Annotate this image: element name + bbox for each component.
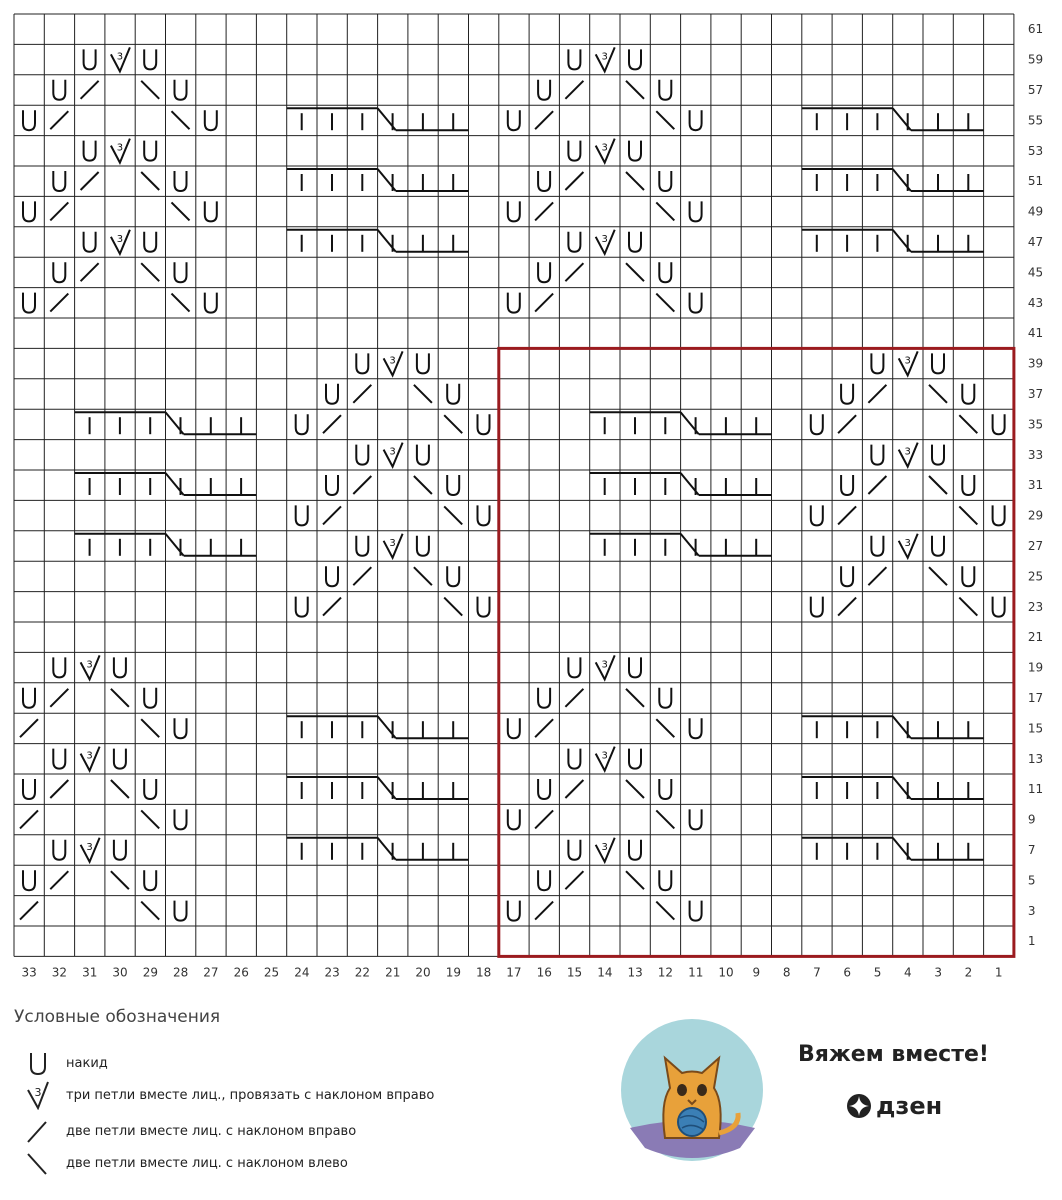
k3tog-mark: 3	[86, 841, 93, 853]
yarn-over-symbol	[993, 414, 1005, 434]
k2tog-left-symbol	[626, 780, 644, 798]
yarn-over-symbol	[84, 232, 96, 252]
k2tog-right-symbol	[868, 476, 886, 494]
column-number-label: 28	[173, 965, 189, 980]
k2tog-left-symbol	[626, 172, 644, 190]
k2tog-right-symbol	[81, 81, 99, 99]
yarn-over-symbol	[871, 536, 883, 556]
yarn-over-symbol	[629, 49, 641, 69]
row-number-label: 9	[1027, 812, 1036, 827]
yarn-over-symbol	[538, 779, 550, 799]
row-number-label: 23	[1027, 599, 1044, 614]
yarn-over-symbol	[175, 171, 187, 191]
svg-text:3: 3	[34, 1086, 42, 1099]
row-number-label: 7	[1027, 843, 1036, 857]
yarn-over-symbol	[659, 80, 671, 100]
row-number-label: 29	[1027, 508, 1044, 523]
row-number-label: 1	[1027, 934, 1036, 949]
k2tog-right-symbol	[565, 689, 583, 707]
yarn-over-symbol	[417, 536, 429, 556]
column-number-label: 18	[476, 965, 492, 980]
yarn-over-symbol	[356, 445, 368, 465]
yarn-over-symbol	[23, 870, 35, 890]
column-number-label: 30	[112, 965, 128, 980]
row-number-label: 15	[1027, 721, 1044, 736]
k2tog-left-symbol	[656, 810, 674, 828]
legend-item-k2tog-right	[14, 1116, 356, 1146]
yarn-over-symbol	[144, 870, 156, 890]
yarn-over-symbol	[568, 840, 580, 860]
yarn-over-symbol	[629, 840, 641, 860]
yarn-over-symbol	[114, 840, 126, 860]
k2tog-left-symbol	[414, 567, 432, 585]
yarn-over-symbol	[205, 293, 217, 313]
yarn-over-symbol	[326, 475, 338, 495]
yarn-over-symbol	[962, 475, 974, 495]
column-number-label: 3	[934, 965, 942, 980]
k2tog-left-symbol	[626, 81, 644, 99]
yarn-over-symbol	[23, 293, 35, 313]
k2tog-left-symbol	[111, 689, 129, 707]
yarn-over-symbol	[538, 688, 550, 708]
k2tog-left-symbol	[626, 689, 644, 707]
column-number-label: 33	[21, 965, 37, 980]
column-number-label: 16	[536, 965, 552, 980]
column-number-label: 29	[142, 965, 158, 980]
row-number-label: 31	[1027, 478, 1044, 493]
k2tog-right-symbol	[565, 172, 583, 190]
column-number-label: 17	[506, 965, 522, 980]
k3tog-mark: 3	[601, 841, 608, 853]
column-number-label: 22	[354, 965, 371, 980]
k2tog-right-symbol	[50, 202, 68, 220]
yarn-over-symbol	[568, 749, 580, 769]
k2tog-left-symbol	[626, 871, 644, 889]
yarn-over-symbol	[114, 657, 126, 677]
k2tog-left-symbol	[656, 719, 674, 737]
yarn-over-symbol	[175, 809, 187, 829]
yarn-over-symbol	[478, 597, 490, 617]
chart-symbols	[20, 47, 1005, 920]
yarn-over-symbol	[690, 901, 702, 921]
yarn-over-icon	[14, 1048, 54, 1078]
k2tog-right-symbol	[353, 385, 371, 403]
yarn-over-symbol	[175, 901, 187, 921]
k2tog-left-symbol	[959, 598, 977, 616]
k2tog-left-symbol	[111, 871, 129, 889]
column-number-label: 32	[51, 965, 68, 980]
k3tog-mark: 3	[904, 355, 911, 367]
k3tog-mark: 3	[904, 537, 911, 549]
k2tog-left-symbol	[141, 810, 159, 828]
yarn-over-symbol	[144, 688, 156, 708]
k2tog-right-symbol	[353, 476, 371, 494]
yarn-over-symbol	[144, 232, 156, 252]
k2tog-left-symbol	[141, 902, 159, 920]
column-number-label: 10	[718, 965, 734, 980]
k2tog-left-symbol	[414, 385, 432, 403]
row-number-label: 3	[1027, 903, 1036, 918]
yarn-over-symbol	[144, 141, 156, 161]
k2tog-right-symbol	[535, 902, 553, 920]
yarn-over-symbol	[690, 293, 702, 313]
yarn-over-symbol	[629, 232, 641, 252]
column-number-label: 24	[294, 965, 310, 980]
yarn-over-symbol	[23, 779, 35, 799]
column-number-label: 4	[904, 965, 912, 980]
legend-item-yarn-over	[14, 1048, 108, 1078]
k2tog-right-symbol	[20, 902, 38, 920]
yarn-over-symbol	[993, 597, 1005, 617]
legend-item-k3tog	[14, 1080, 434, 1110]
yarn-over-symbol	[811, 414, 823, 434]
k3tog-mark: 3	[601, 659, 608, 671]
k3tog-mark: 3	[116, 142, 124, 154]
k3tog-mark: 3	[601, 142, 608, 154]
yarn-over-symbol	[993, 505, 1005, 525]
k2tog-left-symbol	[141, 81, 159, 99]
column-number-label: 12	[657, 965, 674, 980]
yarn-over-symbol	[175, 262, 187, 282]
row-number-label: 41	[1027, 326, 1044, 341]
row-number-label: 51	[1027, 174, 1044, 189]
column-number-label: 21	[385, 965, 401, 980]
column-number-label: 5	[873, 965, 882, 980]
k2tog-right-symbol	[535, 294, 553, 312]
yarn-over-symbol	[568, 49, 580, 69]
k3tog-mark: 3	[86, 659, 93, 671]
yarn-over-symbol	[53, 749, 65, 769]
column-number-label: 1	[994, 965, 1003, 980]
k2tog-right-symbol	[868, 385, 886, 403]
k2tog-right-symbol	[565, 263, 583, 281]
k2tog-left-symbol	[172, 111, 190, 129]
k2tog-right-symbol	[353, 567, 371, 585]
yarn-over-symbol	[841, 566, 853, 586]
row-number-label: 57	[1027, 83, 1044, 97]
k2tog-left-icon	[14, 1148, 54, 1178]
yarn-over-symbol	[53, 171, 65, 191]
k3tog-mark: 3	[86, 750, 93, 762]
row-number-label: 37	[1027, 387, 1044, 401]
yarn-over-symbol	[53, 840, 65, 860]
yarn-over-symbol	[841, 384, 853, 404]
yarn-over-symbol	[690, 718, 702, 738]
yarn-over-symbol	[659, 262, 671, 282]
chart-grid	[14, 14, 1014, 956]
k2tog-right-symbol	[868, 567, 886, 585]
yarn-over-symbol	[53, 657, 65, 677]
k2tog-right-symbol	[50, 111, 68, 129]
legend-label-k3tog: три петли вместе лиц., провязать с наклоном вправо	[66, 1087, 435, 1103]
legend-title: Условные обозначения	[14, 1007, 221, 1027]
k2tog-right-symbol	[838, 415, 856, 433]
yarn-over-symbol	[871, 353, 883, 373]
column-number-label: 23	[324, 965, 340, 980]
row-number-label: 59	[1027, 52, 1044, 67]
column-number-label: 19	[445, 965, 461, 980]
k2tog-right-symbol	[323, 598, 341, 616]
k2tog-left-symbol	[444, 415, 462, 433]
yarn-over-symbol	[296, 597, 308, 617]
row-number-label: 35	[1027, 417, 1044, 432]
k3tog-mark: 3	[904, 446, 911, 458]
row-number-label: 25	[1027, 569, 1044, 584]
yarn-over-symbol	[175, 80, 187, 100]
column-number-label: 25	[263, 965, 280, 980]
k2tog-left-symbol	[959, 415, 977, 433]
yarn-over-symbol	[508, 901, 520, 921]
column-number-label: 13	[627, 965, 643, 980]
yarn-over-symbol	[629, 657, 641, 677]
yarn-over-symbol	[538, 80, 550, 100]
row-number-label: 21	[1027, 630, 1044, 645]
k2tog-right-symbol	[535, 202, 553, 220]
yarn-over-symbol	[629, 141, 641, 161]
yarn-over-symbol	[508, 809, 520, 829]
k2tog-left-symbol	[172, 294, 190, 312]
yarn-over-symbol	[932, 353, 944, 373]
k2tog-right-symbol	[565, 81, 583, 99]
brand-title: Вяжем вместе!	[798, 1042, 989, 1067]
k2tog-left-symbol	[141, 719, 159, 737]
column-number-label: 8	[782, 965, 791, 980]
yarn-over-symbol	[84, 141, 96, 161]
yarn-over-symbol	[447, 384, 459, 404]
yarn-over-symbol	[447, 566, 459, 586]
column-number-label: 15	[566, 965, 583, 980]
k2tog-left-symbol	[444, 598, 462, 616]
yarn-over-symbol	[659, 870, 671, 890]
row-number-label: 5	[1027, 873, 1036, 888]
yarn-over-symbol	[84, 49, 96, 69]
row-number-label: 61	[1027, 22, 1044, 37]
yarn-over-symbol	[447, 475, 459, 495]
yarn-over-symbol	[144, 49, 156, 69]
yarn-over-symbol	[205, 110, 217, 130]
legend-item-k2tog-left	[14, 1148, 348, 1178]
yarn-over-symbol	[568, 657, 580, 677]
row-number-label: 27	[1027, 539, 1044, 553]
yarn-over-symbol	[659, 779, 671, 799]
legend-label-k2tog-right: две петли вместе лиц. с наклоном вправо	[66, 1123, 357, 1139]
k2tog-left-symbol	[929, 476, 947, 494]
yarn-over-symbol	[144, 779, 156, 799]
k2tog-right-symbol	[323, 415, 341, 433]
k2tog-right-symbol	[535, 719, 553, 737]
k3tog-mark: 3	[389, 537, 396, 549]
row-number-label: 33	[1027, 447, 1044, 462]
k2tog-right-symbol	[50, 780, 68, 798]
yarn-over-symbol	[205, 201, 217, 221]
k3tog-mark: 3	[601, 233, 608, 245]
k2tog-right-symbol	[50, 689, 68, 707]
yarn-over-symbol	[478, 414, 490, 434]
row-number-label: 13	[1027, 751, 1044, 766]
k2tog-left-symbol	[626, 263, 644, 281]
k2tog-right-symbol	[20, 719, 38, 737]
yarn-over-symbol	[508, 201, 520, 221]
yarn-over-symbol	[659, 171, 671, 191]
legend-label-yarn-over: накид	[66, 1055, 108, 1071]
yarn-over-symbol	[175, 718, 187, 738]
k2tog-right-symbol	[535, 111, 553, 129]
yarn-over-symbol	[478, 505, 490, 525]
k2tog-left-symbol	[414, 476, 432, 494]
yarn-over-symbol	[296, 414, 308, 434]
k2tog-left-symbol	[141, 172, 159, 190]
yarn-over-symbol	[356, 536, 368, 556]
yarn-over-symbol	[932, 536, 944, 556]
yarn-over-symbol	[871, 445, 883, 465]
row-number-label: 53	[1027, 143, 1044, 158]
yarn-over-symbol	[53, 262, 65, 282]
column-number-label: 6	[843, 965, 852, 980]
k2tog-right-symbol	[838, 506, 856, 524]
row-number-label: 49	[1027, 204, 1044, 219]
k2tog-left-symbol	[929, 385, 947, 403]
k3tog-mark: 3	[389, 355, 396, 367]
k2tog-left-symbol	[656, 202, 674, 220]
yarn-over-symbol	[114, 749, 126, 769]
yarn-over-symbol	[23, 201, 35, 221]
column-number-label: 14	[597, 965, 613, 980]
cat-with-yarn-icon	[620, 1018, 765, 1163]
yarn-over-symbol	[538, 262, 550, 282]
column-number-label: 11	[688, 965, 704, 980]
yarn-over-symbol	[23, 688, 35, 708]
k3tog-mark: 3	[601, 750, 608, 762]
column-number-label: 2	[964, 965, 973, 980]
k2tog-right-symbol	[565, 780, 583, 798]
yarn-over-symbol	[932, 445, 944, 465]
yarn-over-symbol	[568, 232, 580, 252]
yarn-over-symbol	[962, 566, 974, 586]
dzen-star-icon	[846, 1093, 872, 1119]
k2tog-left-symbol	[959, 506, 977, 524]
yarn-over-symbol	[841, 475, 853, 495]
k2tog-right-symbol	[838, 598, 856, 616]
legend-label-k2tog-left: две петли вместе лиц. с наклоном влево	[66, 1155, 348, 1171]
k2tog-left-symbol	[656, 111, 674, 129]
column-number-label: 9	[752, 965, 761, 980]
k3tog-right-icon	[14, 1080, 54, 1110]
k2tog-right-symbol	[535, 810, 553, 828]
yarn-over-symbol	[690, 201, 702, 221]
row-number-label: 45	[1027, 265, 1044, 280]
yarn-over-symbol	[417, 445, 429, 465]
row-number-label: 39	[1027, 356, 1044, 371]
yarn-over-symbol	[538, 870, 550, 890]
row-number-label: 19	[1027, 660, 1044, 675]
k2tog-right-icon	[14, 1116, 54, 1146]
yarn-over-symbol	[811, 597, 823, 617]
yarn-over-symbol	[690, 110, 702, 130]
dzen-label: дзен	[876, 1092, 943, 1120]
k2tog-right-symbol	[81, 172, 99, 190]
k2tog-left-symbol	[444, 506, 462, 524]
row-number-label: 55	[1027, 113, 1044, 128]
yarn-over-symbol	[326, 566, 338, 586]
k2tog-right-symbol	[50, 294, 68, 312]
column-number-label: 20	[415, 965, 431, 980]
column-number-label: 31	[82, 965, 98, 980]
yarn-over-symbol	[629, 749, 641, 769]
yarn-over-symbol	[53, 80, 65, 100]
k3tog-mark: 3	[389, 446, 396, 458]
yarn-over-symbol	[326, 384, 338, 404]
yarn-over-symbol	[690, 809, 702, 829]
yarn-over-symbol	[538, 171, 550, 191]
k3tog-mark: 3	[601, 51, 608, 63]
yarn-over-symbol	[508, 110, 520, 130]
row-number-label: 47	[1027, 235, 1044, 249]
dzen-badge[interactable]	[846, 1092, 942, 1120]
yarn-over-symbol	[508, 293, 520, 313]
k2tog-right-symbol	[323, 506, 341, 524]
k2tog-right-symbol	[565, 871, 583, 889]
yarn-over-symbol	[417, 353, 429, 373]
k2tog-right-symbol	[50, 871, 68, 889]
column-number-label: 26	[233, 965, 249, 980]
yarn-over-symbol	[508, 718, 520, 738]
k2tog-left-symbol	[111, 780, 129, 798]
row-number-label: 43	[1027, 295, 1044, 310]
k2tog-left-symbol	[656, 294, 674, 312]
yarn-over-symbol	[962, 384, 974, 404]
yarn-over-symbol	[568, 141, 580, 161]
yarn-over-symbol	[356, 353, 368, 373]
k2tog-left-symbol	[656, 902, 674, 920]
column-number-label: 27	[203, 965, 219, 980]
k3tog-mark: 3	[116, 233, 124, 245]
row-number-label: 11	[1027, 782, 1044, 797]
k2tog-right-symbol	[81, 263, 99, 281]
k2tog-left-symbol	[172, 202, 190, 220]
row-number-label: 17	[1027, 691, 1044, 705]
k3tog-mark: 3	[116, 51, 124, 63]
yarn-over-symbol	[811, 505, 823, 525]
k2tog-left-symbol	[141, 263, 159, 281]
yarn-over-symbol	[659, 688, 671, 708]
k2tog-left-symbol	[929, 567, 947, 585]
yarn-over-symbol	[23, 110, 35, 130]
k2tog-right-symbol	[20, 810, 38, 828]
yarn-over-symbol	[296, 505, 308, 525]
column-number-label: 7	[813, 965, 821, 980]
